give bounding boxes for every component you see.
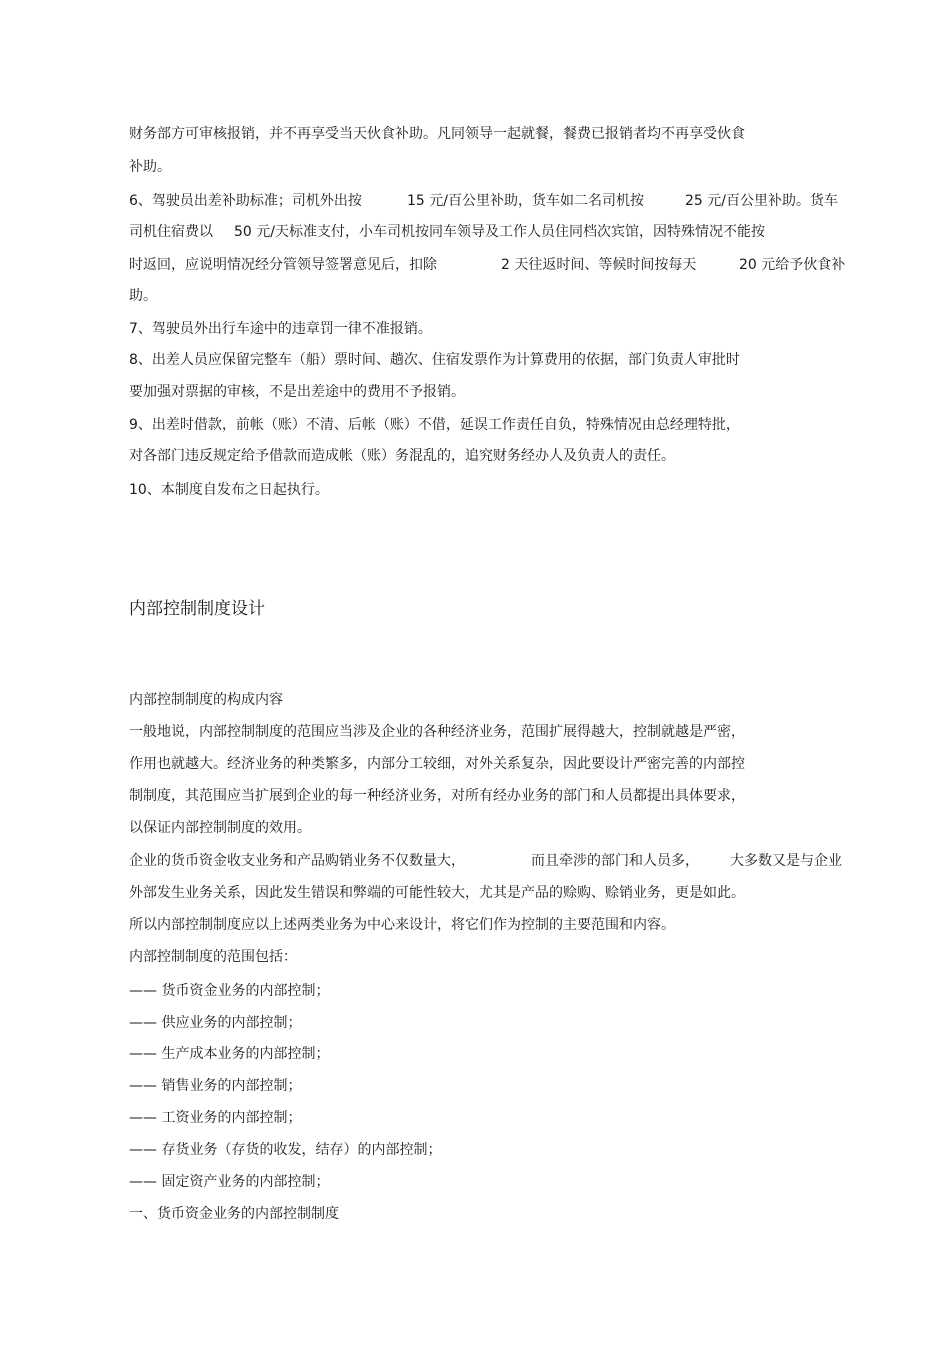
list-item: —— 供应业务的内部控制； bbox=[129, 1015, 302, 1031]
text-segment: 25 元/百公里补助。货车 bbox=[685, 193, 838, 209]
text-segment: 企业的货币资金收支业务和产品购销业务不仅数量大， bbox=[129, 853, 465, 869]
section-heading: 内部控制制度设计 bbox=[129, 599, 265, 619]
list-item: —— 货币资金业务的内部控制； bbox=[129, 983, 330, 999]
text-segment: 司机住宿费以 bbox=[129, 224, 213, 240]
paragraph-line: 补助。 bbox=[129, 159, 171, 175]
subsection-heading: 一、货币资金业务的内部控制制度 bbox=[129, 1206, 339, 1222]
paragraph-line: 所以内部控制制度应以上述两类业务为中心来设计，将它们作为控制的主要范围和内容。 bbox=[129, 917, 675, 933]
paragraph-line: 对各部门违反规定给予借款而造成帐（账）务混乱的，追究财务经办人及负责人的责任。 bbox=[129, 448, 675, 464]
paragraph-line: 财务部方可审核报销，并不再享受当天伙食补助。凡同领导一起就餐，餐费已报销者均不再享受伙食 bbox=[129, 126, 745, 142]
paragraph-line: 助。 bbox=[129, 288, 157, 304]
text-segment: 20 元给予伙食补 bbox=[739, 257, 846, 273]
list-item: —— 固定资产业务的内部控制； bbox=[129, 1174, 330, 1190]
paragraph-line: 内部控制制度的范围包括： bbox=[129, 949, 297, 965]
paragraph-line: 9、出差时借款，前帐（账）不清、后帐（账）不借，延误工作责任自负，特殊情况由总经理特批， bbox=[129, 417, 740, 433]
paragraph-line bbox=[129, 222, 869, 242]
paragraph-line: 以保证内部控制制度的效用。 bbox=[129, 820, 311, 836]
text-segment: 50 元/天标准支付，小车司机按同车领导及工作人员住同档次宾馆，因特殊情况不能按 bbox=[234, 224, 765, 240]
paragraph-line: 一般地说，内部控制制度的范围应当涉及企业的各种经济业务，范围扩展得越大，控制就越是严密， bbox=[129, 724, 745, 740]
paragraph-line: 7、驾驶员外出行车途中的违章罚一律不准报销。 bbox=[129, 321, 432, 337]
list-item: —— 生产成本业务的内部控制； bbox=[129, 1046, 330, 1062]
paragraph-line: 外部发生业务关系，因此发生错误和弊端的可能性较大，尤其是产品的赊购、赊销业务，更是如此。 bbox=[129, 885, 745, 901]
text-segment: 2 天往返时间、等候时间按每天 bbox=[501, 257, 697, 273]
text-segment: 大多数又是与企业 bbox=[730, 853, 842, 869]
paragraph-line: 制制度，其范围应当扩展到企业的每一种经济业务，对所有经办业务的部门和人员都提出具体要求， bbox=[129, 788, 745, 804]
paragraph-line: 内部控制制度的构成内容 bbox=[129, 692, 283, 708]
paragraph-line: 10、本制度自发布之日起执行。 bbox=[129, 482, 329, 498]
text-segment: 15 元/百公里补助，货车如二名司机按 bbox=[407, 193, 644, 209]
paragraph-line: 要加强对票据的审核，不是出差途中的费用不予报销。 bbox=[129, 384, 465, 400]
text-segment: 6、驾驶员出差补助标准；司机外出按 bbox=[129, 193, 362, 209]
paragraph-line bbox=[129, 851, 869, 871]
paragraph-line bbox=[129, 255, 869, 275]
list-item: —— 销售业务的内部控制； bbox=[129, 1078, 302, 1094]
list-item: —— 工资业务的内部控制； bbox=[129, 1110, 302, 1126]
text-segment: 而且牵涉的部门和人员多， bbox=[531, 853, 699, 869]
paragraph-line bbox=[129, 191, 869, 211]
list-item: —— 存货业务（存货的收发，结存）的内部控制； bbox=[129, 1142, 442, 1158]
text-segment: 时返回，应说明情况经分管领导签署意见后，扣除 bbox=[129, 257, 437, 273]
paragraph-line: 8、出差人员应保留完整车（船）票时间、趟次、住宿发票作为计算费用的依据，部门负责人审批时 bbox=[129, 352, 740, 368]
paragraph-line: 作用也就越大。经济业务的种类繁多，内部分工较细，对外关系复杂，因此要设计严密完善的内部控 bbox=[129, 756, 745, 772]
